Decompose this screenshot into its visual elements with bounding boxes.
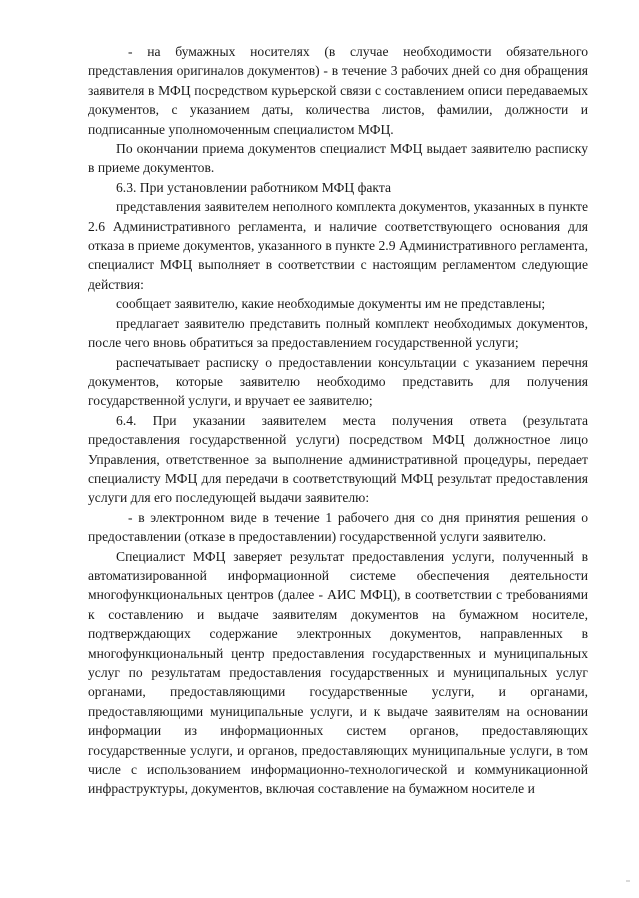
- paragraph-inform-applicant: сообщает заявителю, какие необходимые документы им не представлены;: [116, 296, 546, 312]
- paragraph-print-receipt: распечатывает расписку о предоставлении консультации с указанием перечня документов, которые заявителю необходимо представить для получения государственной услуги, и вручает ее заявителю;: [88, 354, 588, 409]
- paragraph-electronic-form: - в электронном виде в течение 1 рабочего дня со дня принятия решения о предоставлении (отказе в предоставлении) государственной услуги заявителю.: [88, 509, 588, 545]
- paragraph-offer-full-set: предлагает заявителю представить полный комплект необходимых документов, после чего вновь обратиться за предоставлением государственной услуги;: [88, 315, 588, 351]
- document-page: [88, 42, 588, 799]
- scan-artifact-mark: [626, 880, 630, 882]
- paragraph-receipt-issue: По окончании приема документов специалист МФЦ выдает заявителю расписку в приеме документов.: [88, 141, 588, 176]
- paragraph-section-6-4: 6.4. При указании заявителем места получения ответа (результата предоставления государственной услуги) посредством МФЦ должностное лицо Управления, ответственное за выполнение административной процедуры, передает специалисту МФЦ для передачи в соответствующий МФЦ результат предоставления услуги для его последующей выдачи заявителю:: [88, 412, 588, 506]
- paragraph-paper-media: - на бумажных носителях (в случае необходимости обязательного представления оригиналов документов) - в течение 3 рабочих дней со дня обращения заявителя в МФЦ посредством курьерской связи с составлением описи передаваемых документов, с указанием даты, количества листов, фамилии, должности и подписанные уполномоченным специалистом МФЦ.: [88, 44, 588, 137]
- paragraph-specialist-certifies: Специалист МФЦ заверяет результат предоставления услуги, полученный в автоматизированной информационной системе обеспечения деятельности многофункциональных центров (далее - АИС МФЦ), в соответствии с требованиями к составлению и выдаче заявителям документов на бумажном носителе, подтверждающих содержание электронных документов, направленных в многофункциональный центр предоставления государственных и муниципальных услуг по результатам предоставления государственных и муниципальных услуг органами, предоставляющими государственные услуги, и органами, предоставляющими муниципальные услуги, и к выдаче заявителям на основании информации из информационных систем органов, предоставляющих государственные услуги, и органов, предоставляющих муниципальные услуги, в том числе с использованием информационно-технологической и коммуникационной инфраструктуры, документов, включая составление на бумажном носителе и: [88, 548, 588, 797]
- paragraph-incomplete-set: представления заявителем неполного комплекта документов, указанных в пункте 2.6 Административного регламента, и наличие соответствующего основания для отказа в приеме документов, указанного в пункте 2.9 Административного регламента, специалист МФЦ выполняет в соответствии с настоящим регламентом следующие действия:: [88, 199, 588, 292]
- paragraph-section-6-3: 6.3. При установлении работником МФЦ факта: [116, 179, 391, 195]
